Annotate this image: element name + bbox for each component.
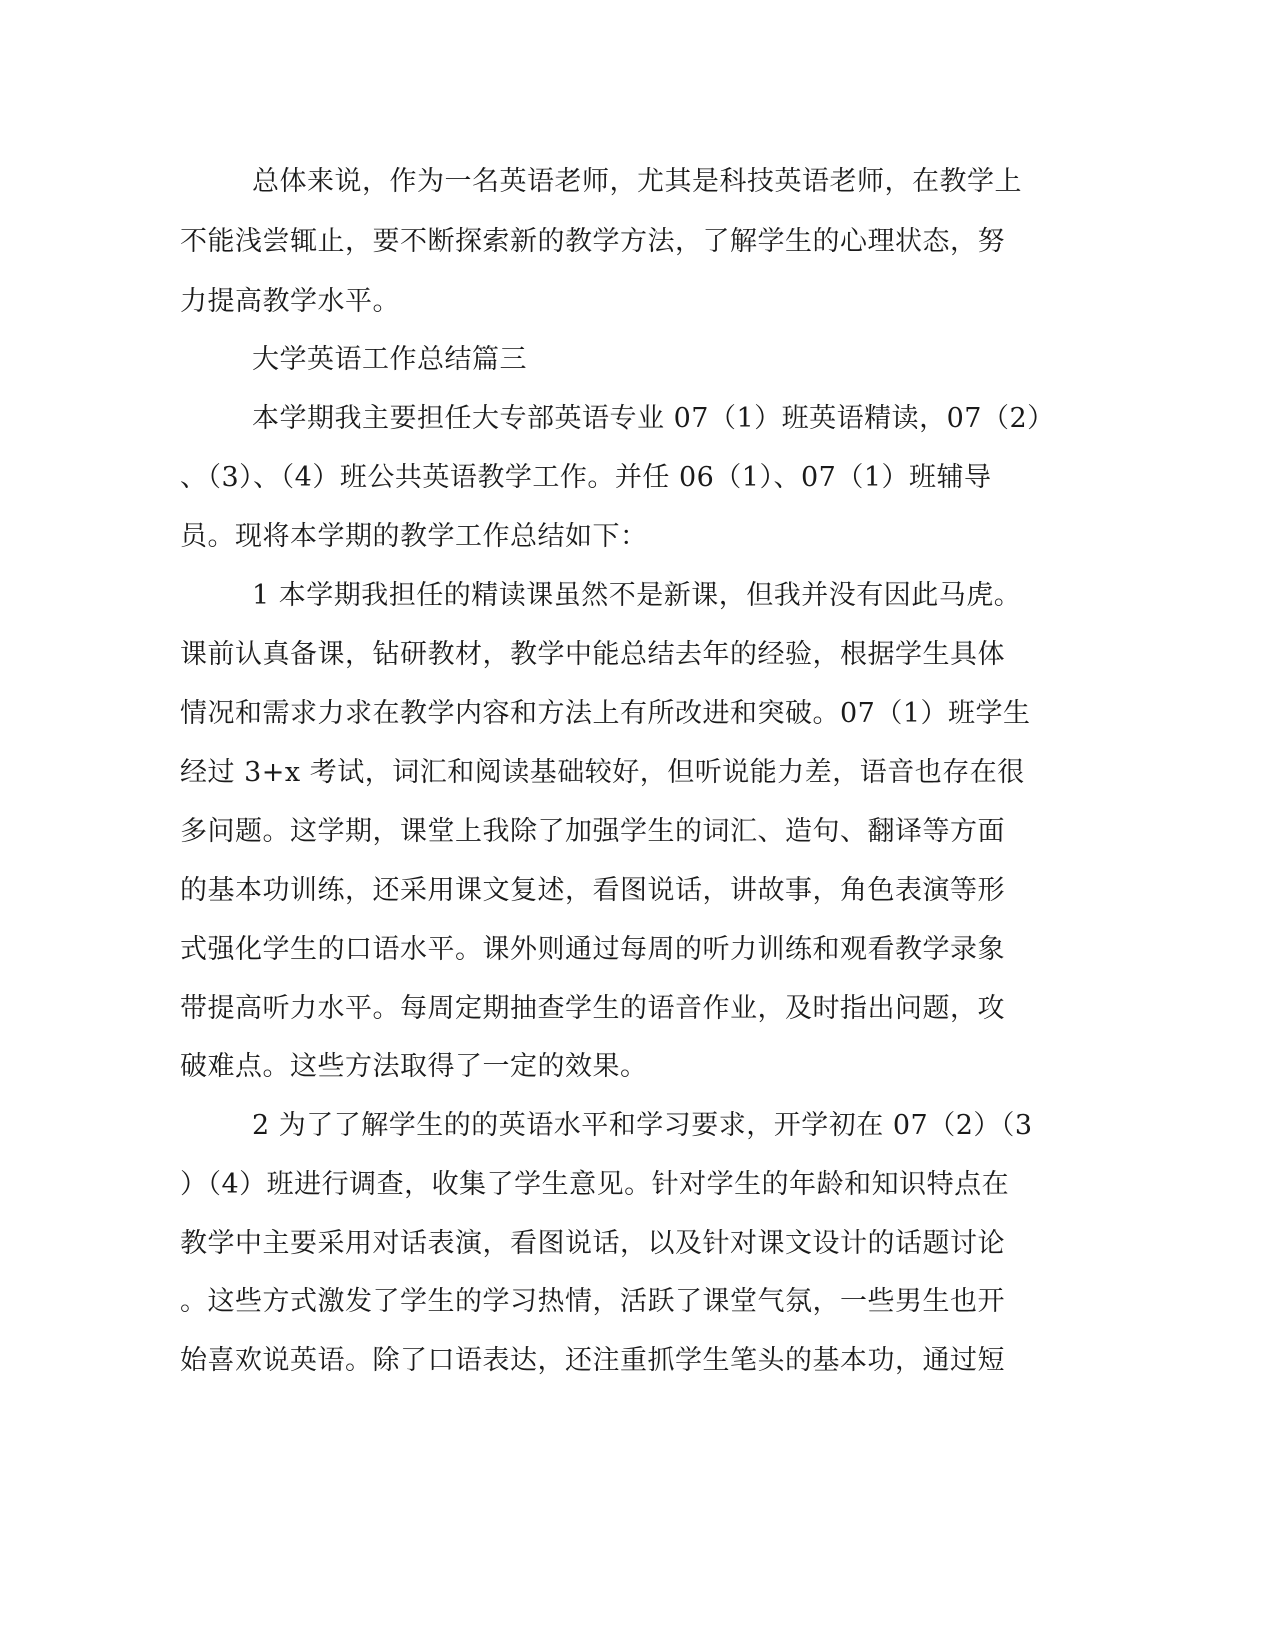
text-line: 总体来说，作为一名英语老师，尤其是科技英语老师，在教学上 <box>252 166 1022 197</box>
text-line: 员。现将本学期的教学工作总结如下： <box>180 521 648 552</box>
text-line: 经过 3+x 考试，词汇和阅读基础较好，但听说能力差，语音也存在很 <box>180 757 1025 788</box>
text-line: 本学期我主要担任大专部英语专业 07（1）班英语精读，07（2） <box>252 403 1055 434</box>
text-line: 始喜欢说英语。除了口语表达，还注重抓学生笔头的基本功，通过短 <box>180 1345 1005 1376</box>
text-line: 、（3）、（4）班公共英语教学工作。并任 06（1）、07（1）班辅导 <box>180 462 992 493</box>
text-line: 情况和需求力求在教学内容和方法上有所改进和突破。07（1）班学生 <box>180 698 1031 729</box>
text-line: 1 本学期我担任的精读课虽然不是新课，但我并没有因此马虎。 <box>252 580 1022 611</box>
text-line: 带提高听力水平。每周定期抽查学生的语音作业，及时指出问题，攻 <box>180 993 1005 1024</box>
text-line: 力提高教学水平。 <box>180 286 400 317</box>
text-line: ）（4）班进行调查，收集了学生意见。针对学生的年龄和知识特点在 <box>180 1169 1010 1200</box>
text-line: 不能浅尝辄止，要不断探索新的教学方法，了解学生的心理状态，努 <box>180 226 1005 257</box>
text-line: 教学中主要采用对话表演，看图说话，以及针对课文设计的话题讨论 <box>180 1228 1005 1259</box>
text-line: 课前认真备课，钻研教材，教学中能总结去年的经验，根据学生具体 <box>180 639 1005 670</box>
text-line: 多问题。这学期，课堂上我除了加强学生的词汇、造句、翻译等方面 <box>180 816 1005 847</box>
section-heading: 大学英语工作总结篇三 <box>252 344 527 375</box>
text-line: 。这些方式激发了学生的学习热情，活跃了课堂气氛，一些男生也开 <box>180 1286 1005 1317</box>
text-line: 2 为了了解学生的的英语水平和学习要求，开学初在 07（2）（3 <box>252 1110 1033 1141</box>
text-line: 破难点。这些方法取得了一定的效果。 <box>180 1051 648 1082</box>
text-line: 的基本功训练，还采用课文复述，看图说话，讲故事，角色表演等形 <box>180 875 1005 906</box>
text-line: 式强化学生的口语水平。课外则通过每周的听力训练和观看教学录象 <box>180 934 1005 965</box>
